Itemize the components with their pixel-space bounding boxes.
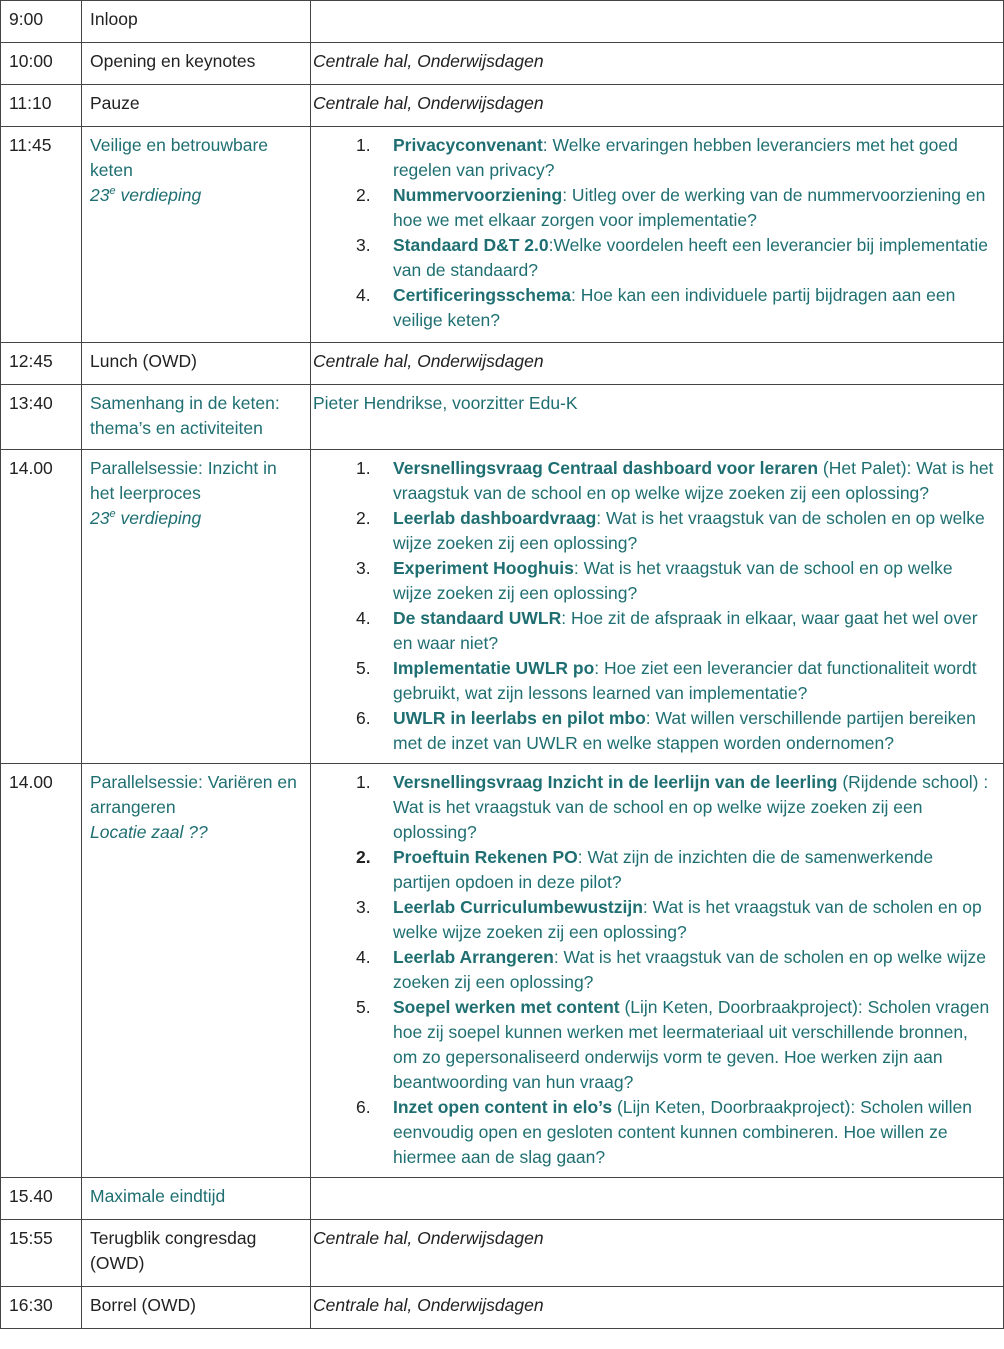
time-cell: 14.00 <box>1 764 82 1178</box>
floor-label: 23e verdieping <box>90 508 202 528</box>
list-item: 6. Inzet open content in elo’s (Lijn Keten, Doorbraakproject): Scholen willen eenvoudig open en gesloten content kunnen combineren. Hoe willen ze hiermee aan de slag gaan? <box>356 1097 972 1167</box>
time-cell: 14.00 <box>1 450 82 764</box>
table-row <box>1 450 1004 764</box>
time-cell: 11:45 <box>1 127 82 343</box>
session-list <box>319 133 995 333</box>
session-title: Parallelsessie: Inzicht in het leerproces <box>90 458 277 503</box>
title-cell: Lunch (OWD) <box>82 343 311 385</box>
table-row <box>1 385 1004 450</box>
table-row <box>1 85 1004 127</box>
time-cell: 16:30 <box>1 1287 82 1329</box>
title-cell: Borrel (OWD) <box>82 1287 311 1329</box>
speaker-cell: Pieter Hendrikse, voorzitter Edu-K <box>311 385 1004 450</box>
items-cell <box>311 450 1004 764</box>
list-item: 3. Standaard D&T 2.0:Welke voordelen heeft een leverancier bij implementatie van de standaard? <box>356 235 988 280</box>
table-row <box>1 43 1004 85</box>
table-row <box>1 1220 1004 1287</box>
list-item: 2. Leerlab dashboardvraag: Wat is het vraagstuk van de scholen en op welke wijze zoeken zij een oplossing? <box>356 508 985 553</box>
title-cell <box>82 127 311 343</box>
time-cell: 15:55 <box>1 1220 82 1287</box>
list-item: 4. Leerlab Arrangeren: Wat is het vraagstuk van de scholen en op welke wijze zoeken zij een oplossing? <box>356 947 987 992</box>
session-list <box>319 770 995 1170</box>
table-row <box>1 127 1004 343</box>
title-cell: Inloop <box>82 1 311 43</box>
table-row <box>1 1287 1004 1329</box>
time-cell: 12:45 <box>1 343 82 385</box>
list-item: 2. Nummervoorziening: Uitleg over de werking van de nummervoorziening en hoe we met elkaar zorgen voor implementatie? <box>356 185 986 230</box>
list-item: 3. Leerlab Curriculumbewustzijn: Wat is het vraagstuk van de scholen en op welke wijze zoeken zij een oplossing? <box>356 897 982 942</box>
time-cell: 11:10 <box>1 85 82 127</box>
list-item: 1. Versnellingsvraag Centraal dashboard voor leraren (Het Palet): Wat is het vraagstuk van de school en op welke wijze zoeken zij een oplossing? <box>356 458 994 503</box>
table-row <box>1 764 1004 1178</box>
list-item: 1. Privacyconvenant: Welke ervaringen hebben leveranciers met het goed regelen van privacy? <box>356 135 958 180</box>
time-cell: 15.40 <box>1 1178 82 1220</box>
list-item: 6. UWLR in leerlabs en pilot mbo: Wat willen verschillende partijen bereiken met de inzet van UWLR en welke stappen worden ondernomen? <box>356 708 976 753</box>
floor-label: 23e verdieping <box>90 185 202 205</box>
table-row <box>1 1 1004 43</box>
title-cell: Terugblik congresdag (OWD) <box>82 1220 311 1287</box>
list-item: 4. De standaard UWLR: Hoe zit de afspraak in elkaar, waar gaat het wel over en waar niet? <box>356 608 978 653</box>
location-cell: Centrale hal, Onderwijsdagen <box>311 85 1004 127</box>
location-cell <box>311 1178 1004 1220</box>
table-row <box>1 1178 1004 1220</box>
items-cell <box>311 127 1004 343</box>
title-cell: Opening en keynotes <box>82 43 311 85</box>
list-item: 3. Experiment Hooghuis: Wat is het vraagstuk van de school en op welke wijze zoeken zij een oplossing? <box>356 558 953 603</box>
title-cell <box>82 764 311 1178</box>
session-list <box>319 456 995 756</box>
location-cell <box>311 1 1004 43</box>
title-cell: Maximale eindtijd <box>82 1178 311 1220</box>
location-cell: Centrale hal, Onderwijsdagen <box>311 1287 1004 1329</box>
items-cell <box>311 764 1004 1178</box>
list-item: 1. Versnellingsvraag Inzicht in de leerlijn van de leerling (Rijdende school) : Wat is het vraagstuk van de school en op welke wijze zoeken zij een oplossing? <box>356 772 989 842</box>
location-cell: Centrale hal, Onderwijsdagen <box>311 1220 1004 1287</box>
time-cell: 10:00 <box>1 43 82 85</box>
location-cell: Centrale hal, Onderwijsdagen <box>311 343 1004 385</box>
session-title: Veilige en betrouwbare keten <box>90 135 269 180</box>
list-item: 5. Soepel werken met content (Lijn Keten, Doorbraakproject): Scholen vragen hoe zij soepel kunnen werken met leermateriaal uit verschillende bronnen, om zo gepersonaliseerd onderwijs vorm te geven. Hoe werken zijn aan beantwoording van hun vraag? <box>356 997 990 1092</box>
title-cell <box>82 450 311 764</box>
session-title: Parallelsessie: Variëren en arrangeren <box>90 772 297 817</box>
location-cell: Centrale hal, Onderwijsdagen <box>311 43 1004 85</box>
time-cell: 13:40 <box>1 385 82 450</box>
location-note: Locatie zaal ?? <box>90 822 208 842</box>
list-item: 2. Proeftuin Rekenen PO: Wat zijn de inzichten die de samenwerkende partijen opdoen in deze pilot? <box>356 847 934 892</box>
time-cell: 9:00 <box>1 1 82 43</box>
table-row <box>1 343 1004 385</box>
title-cell: Samenhang in de keten: thema’s en activiteiten <box>82 385 311 450</box>
title-cell: Pauze <box>82 85 311 127</box>
list-item: 5. Implementatie UWLR po: Hoe ziet een leverancier dat functionaliteit wordt gebruikt, wat zijn lessons learned van implementatie? <box>356 658 977 703</box>
list-item: 4. Certificeringsschema: Hoe kan een individuele partij bijdragen aan een veilige keten? <box>356 285 956 330</box>
